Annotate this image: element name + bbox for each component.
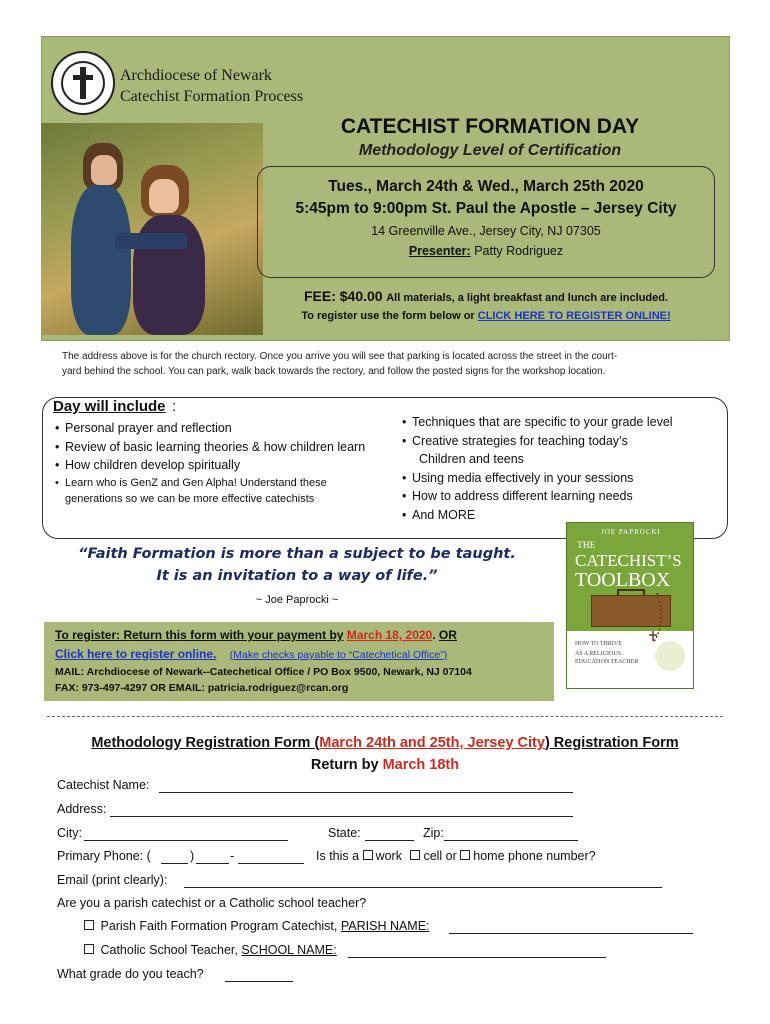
event-address: 14 Greenville Ave., Jersey City, NJ 07305 — [371, 224, 601, 238]
presenter-label: Presenter: — [408, 244, 471, 258]
fee-line — [257, 288, 715, 304]
register-instruction: To register: Return this form with your payment by — [55, 628, 344, 642]
phone-type-question — [316, 849, 596, 863]
quote-line1: “Faith Formation is more than a subject to be taught. — [78, 546, 516, 562]
form-title-date: March 24th and 25th, Jersey City — [319, 735, 545, 751]
catechist-name-label: Catechist Name: — [57, 778, 150, 792]
zip-field[interactable] — [444, 826, 578, 841]
phone-prefix-field[interactable] — [196, 849, 229, 864]
home-checkbox[interactable] — [460, 850, 470, 860]
event-subtitle: Methodology Level of Certification — [358, 142, 622, 159]
parish-option — [84, 919, 430, 933]
city-label: City: — [57, 826, 82, 840]
list-item: • Learn who is GenZ and Gen Alpha! Understand these generations so we can be more effective catechists — [55, 475, 375, 507]
event-times-location: 5:45pm to 9:00pm St. Paul the Apostle – Jersey City — [295, 200, 677, 217]
phone-label: Primary Phone: ( — [57, 849, 151, 863]
register-period: . — [432, 628, 436, 642]
fee-note: All materials, a light breakfast and lunch are included. — [386, 292, 669, 304]
rosary-icon — [567, 523, 694, 689]
return-date: March 18th — [382, 757, 460, 773]
presenter-name: Patty Rodriguez — [474, 244, 564, 258]
list-item: • How children develop spiritually — [55, 456, 375, 475]
cut-line-divider — [47, 716, 723, 717]
fax-email: FAX: 973-497-4297 OR EMAIL: patricia.rodriguez@rcan.org — [55, 682, 349, 694]
org-process: Catechist Formation Process — [120, 88, 304, 105]
address-field[interactable] — [110, 802, 573, 817]
book-title-catechists: CATECHIST’S — [575, 551, 682, 570]
form-title-a: Methodology Registration Form ( — [91, 735, 320, 751]
home-label: home phone number? — [473, 849, 596, 863]
book-subtitle-1: HOW TO THRIVE — [575, 641, 622, 647]
seal-cross-horizontal — [73, 75, 93, 80]
city-field[interactable] — [84, 826, 288, 841]
list-item: • How to address different learning needs — [402, 487, 707, 506]
list-item: • Using media effectively in your sessions — [402, 469, 707, 488]
register-line2 — [55, 647, 447, 661]
work-checkbox[interactable] — [363, 850, 373, 860]
email-label: Email (print clearly): — [57, 873, 168, 887]
work-label: work — [375, 849, 402, 863]
presenter — [257, 244, 715, 258]
book-title-toolbox: TOOLBOX — [575, 569, 671, 591]
list-item: • Personal prayer and reflection — [55, 419, 375, 438]
book-title-the: THE — [577, 541, 596, 551]
phone-close-paren: ) — [190, 849, 195, 863]
list-item: Children and teens — [419, 452, 524, 467]
school-option — [84, 943, 337, 957]
event-dates: Tues., March 24th & Wed., March 25th 2020 — [328, 178, 644, 195]
seal-cross-vertical — [80, 67, 86, 99]
cell-checkbox[interactable] — [410, 850, 420, 860]
day-right-list — [402, 413, 707, 525]
children-reading-photo — [41, 123, 263, 335]
grade-field[interactable] — [225, 967, 293, 982]
parking-note-line2: yard behind the school. You can park, walk back towards the rectory, and follow the posted signs for the workshop location. — [62, 366, 606, 377]
child1-face — [91, 155, 117, 185]
zip-label: Zip: — [423, 826, 444, 840]
return-label: Return by — [310, 757, 379, 773]
archdiocese-seal-logo — [51, 51, 115, 115]
register-or: OR — [438, 628, 457, 642]
catechist-name-field[interactable] — [159, 778, 573, 793]
list-item: • And MORE — [402, 506, 707, 525]
state-label: State: — [328, 826, 361, 840]
phone-dash: - — [230, 849, 235, 863]
day-includes-heading: Day will include — [53, 398, 166, 415]
mail-address: MAIL: Archdiocese of Newark--Catechetical Office / PO Box 9500, Newark, NJ 07104 — [55, 666, 472, 678]
parish-name-field[interactable] — [449, 919, 693, 934]
parish-name-label: PARISH NAME: — [340, 919, 430, 933]
cell-label: cell or — [423, 849, 457, 863]
form-title — [42, 735, 728, 751]
child1-body — [71, 185, 131, 335]
phone-type-label: Is this a — [316, 849, 360, 863]
teacher-question: Are you a parish catechist or a Catholic school teacher? — [57, 896, 367, 910]
quote-line2: It is an invitation to a way of life.” — [156, 568, 438, 584]
book-subtitle-2: AS A RELIGIOUS EDUCATION TEACHER — [575, 651, 639, 665]
book-in-hands — [115, 233, 187, 249]
school-checkbox[interactable] — [84, 944, 94, 954]
list-item: • Techniques that are specific to your grade level — [402, 413, 707, 432]
form-title-b: ) Registration Form — [544, 735, 679, 751]
school-option-label: Catholic School Teacher, — [100, 943, 238, 957]
grade-label: What grade do you teach? — [57, 967, 204, 981]
email-field[interactable] — [184, 873, 662, 888]
book-author: JOE PAPROCKI — [601, 528, 661, 536]
register-online-link[interactable]: CLICK HERE TO REGISTER ONLINE! — [477, 310, 671, 322]
event-title: CATECHIST FORMATION DAY — [340, 115, 640, 138]
day-left-list — [55, 419, 375, 507]
state-field[interactable] — [365, 826, 414, 841]
quote-author: ~ Joe Paprocki ~ — [255, 594, 339, 606]
register-text: To register use the form below or — [301, 310, 475, 322]
register-deadline: March 18, 2020 — [346, 628, 433, 642]
phone-line-field[interactable] — [238, 849, 304, 864]
list-item: • Creative strategies for teaching today’s — [402, 432, 707, 451]
book-cover-image — [566, 522, 694, 689]
register-line — [257, 310, 715, 322]
child2-face — [149, 179, 179, 213]
register-online-link-2[interactable]: Click here to register online. — [55, 647, 217, 661]
address-label: Address: — [57, 802, 107, 816]
fee-amount: FEE: $40.00 — [303, 288, 383, 304]
school-name-field[interactable] — [348, 943, 606, 958]
parking-note-line1: The address above is for the church rectory. Once you arrive you will see that parking is located across the street in the court- — [62, 351, 618, 362]
org-name: Archdiocese of Newark — [120, 67, 272, 84]
parking-note — [62, 349, 712, 379]
form-return-by — [42, 757, 728, 773]
day-includes-colon: : — [172, 398, 177, 415]
parish-option-label: Parish Faith Formation Program Catechist, — [100, 919, 338, 933]
checks-payable-note: (Make checks payable to “Catechetical Office”) — [229, 649, 448, 661]
phone-area-field[interactable] — [161, 849, 188, 864]
register-line1 — [55, 628, 457, 642]
list-item: • Review of basic learning theories & how children learn — [55, 438, 375, 457]
school-name-label: SCHOOL NAME: — [241, 943, 337, 957]
parish-checkbox[interactable] — [84, 920, 94, 930]
